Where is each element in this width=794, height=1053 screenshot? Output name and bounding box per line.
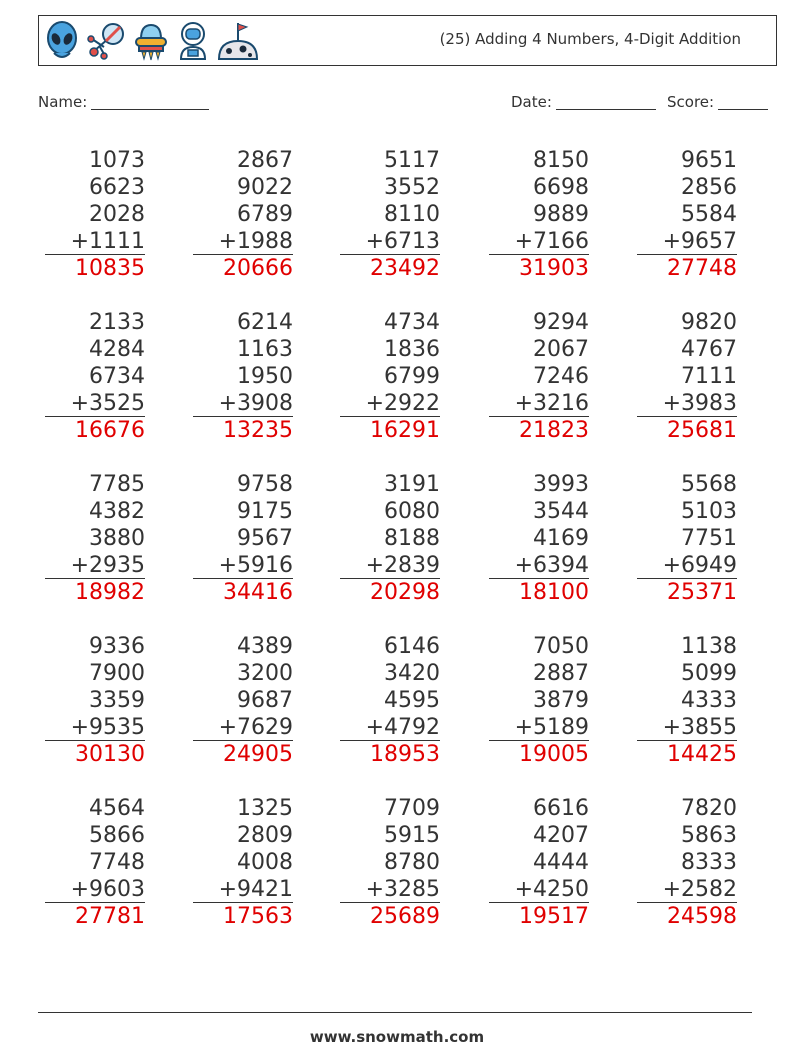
addend: 2067	[533, 337, 589, 362]
addend: 2133	[89, 310, 145, 335]
addend-with-plus: +7166	[489, 228, 589, 255]
addend-with-plus: +1988	[193, 228, 293, 255]
satellite-icon	[86, 21, 126, 61]
answer: 27748	[667, 256, 737, 281]
addend-with-plus: +7629	[193, 714, 293, 741]
addition-problem	[489, 633, 589, 768]
addend: 4389	[237, 634, 293, 659]
addition-problem	[45, 471, 145, 606]
addend-with-plus: +3216	[489, 390, 589, 417]
addend: 8110	[384, 202, 440, 227]
addend: 3993	[533, 472, 589, 497]
answer: 10835	[75, 256, 145, 281]
addend: 6080	[384, 499, 440, 524]
addend: 2028	[89, 202, 145, 227]
answer: 20298	[370, 580, 440, 605]
addend: 5863	[681, 823, 737, 848]
addend-with-plus: +6394	[489, 552, 589, 579]
addend: 5103	[681, 499, 737, 524]
addend: 6734	[89, 364, 145, 389]
addend: 3200	[237, 661, 293, 686]
addend-with-plus: +3285	[340, 876, 440, 903]
name-field	[38, 93, 209, 111]
addend: 1836	[384, 337, 440, 362]
addend: 9651	[681, 148, 737, 173]
addend: 4207	[533, 823, 589, 848]
addend: 2856	[681, 175, 737, 200]
answer: 24598	[667, 904, 737, 929]
addend: 7785	[89, 472, 145, 497]
addend-with-plus: +2922	[340, 390, 440, 417]
addend: 3879	[533, 688, 589, 713]
astronaut-icon	[176, 21, 210, 61]
answer: 24905	[223, 742, 293, 767]
addend: 7050	[533, 634, 589, 659]
addend-with-plus: +1111	[45, 228, 145, 255]
addition-problem	[637, 147, 737, 282]
addition-problem	[340, 471, 440, 606]
addend: 4444	[533, 850, 589, 875]
addend-with-plus: +6713	[340, 228, 440, 255]
addition-problem	[45, 633, 145, 768]
addend: 5117	[384, 148, 440, 173]
addition-problem	[489, 795, 589, 930]
addition-problem	[45, 795, 145, 930]
answer: 25681	[667, 418, 737, 443]
addend: 1163	[237, 337, 293, 362]
answer: 27781	[75, 904, 145, 929]
header-icons	[45, 21, 259, 61]
addend: 9336	[89, 634, 145, 659]
answer: 17563	[223, 904, 293, 929]
addend: 4564	[89, 796, 145, 821]
addition-problem	[45, 309, 145, 444]
answer: 18100	[519, 580, 589, 605]
addend: 7820	[681, 796, 737, 821]
answer: 18953	[370, 742, 440, 767]
date-blank	[556, 94, 656, 110]
addend: 6616	[533, 796, 589, 821]
addition-problem	[637, 633, 737, 768]
addend: 1073	[89, 148, 145, 173]
addend: 4734	[384, 310, 440, 335]
answer: 14425	[667, 742, 737, 767]
answer: 20666	[223, 256, 293, 281]
answer: 25689	[370, 904, 440, 929]
addition-problem	[637, 795, 737, 930]
addend: 6623	[89, 175, 145, 200]
addend: 9175	[237, 499, 293, 524]
answer: 16291	[370, 418, 440, 443]
answer: 34416	[223, 580, 293, 605]
addend: 6799	[384, 364, 440, 389]
addend: 4333	[681, 688, 737, 713]
answer: 23492	[370, 256, 440, 281]
addend-with-plus: +2839	[340, 552, 440, 579]
addend: 5915	[384, 823, 440, 848]
addend: 8188	[384, 526, 440, 551]
answer: 16676	[75, 418, 145, 443]
addend: 5584	[681, 202, 737, 227]
addend: 2809	[237, 823, 293, 848]
addend: 1138	[681, 634, 737, 659]
addition-problem	[340, 147, 440, 282]
addend: 7111	[681, 364, 737, 389]
addend: 2867	[237, 148, 293, 173]
addition-problem	[637, 471, 737, 606]
addition-problem	[193, 795, 293, 930]
addition-problem	[489, 309, 589, 444]
addend-with-plus: +9603	[45, 876, 145, 903]
addend: 5866	[89, 823, 145, 848]
addend: 3420	[384, 661, 440, 686]
addend: 8150	[533, 148, 589, 173]
addend: 4008	[237, 850, 293, 875]
name-label: Name:	[38, 93, 88, 111]
addend: 3880	[89, 526, 145, 551]
addend: 9567	[237, 526, 293, 551]
addend: 5568	[681, 472, 737, 497]
addition-problem	[193, 633, 293, 768]
addition-problem	[193, 471, 293, 606]
answer: 21823	[519, 418, 589, 443]
addend: 7748	[89, 850, 145, 875]
worksheet-title: (25) Adding 4 Numbers, 4-Digit Addition	[439, 30, 741, 48]
ufo-icon	[133, 21, 169, 61]
answer: 19005	[519, 742, 589, 767]
score-label: Score:	[667, 93, 715, 111]
addend: 1325	[237, 796, 293, 821]
addition-problem	[45, 147, 145, 282]
addend-with-plus: +9421	[193, 876, 293, 903]
alien-icon	[45, 21, 79, 61]
footer-site: www.snowmath.com	[309, 1028, 485, 1046]
score-blank	[718, 94, 768, 110]
addition-problem	[637, 309, 737, 444]
addend: 4767	[681, 337, 737, 362]
addend: 6214	[237, 310, 293, 335]
addend: 9022	[237, 175, 293, 200]
addend-with-plus: +3983	[637, 390, 737, 417]
addend: 9820	[681, 310, 737, 335]
score-field	[667, 93, 768, 111]
addend: 9889	[533, 202, 589, 227]
header-box	[38, 15, 777, 66]
addition-problem	[193, 147, 293, 282]
addend: 9687	[237, 688, 293, 713]
answer: 30130	[75, 742, 145, 767]
addition-problem	[340, 309, 440, 444]
addition-problem	[340, 633, 440, 768]
addend: 3544	[533, 499, 589, 524]
addend: 6698	[533, 175, 589, 200]
answer: 25371	[667, 580, 737, 605]
addend: 7709	[384, 796, 440, 821]
addend: 4169	[533, 526, 589, 551]
moon-flag-icon	[217, 21, 259, 61]
addend: 8333	[681, 850, 737, 875]
addend-with-plus: +9657	[637, 228, 737, 255]
name-blank	[91, 94, 209, 110]
addend: 7900	[89, 661, 145, 686]
addend-with-plus: +3525	[45, 390, 145, 417]
answer: 18982	[75, 580, 145, 605]
addend-with-plus: +4792	[340, 714, 440, 741]
addend-with-plus: +9535	[45, 714, 145, 741]
addend: 4284	[89, 337, 145, 362]
addend: 7751	[681, 526, 737, 551]
addend: 4595	[384, 688, 440, 713]
addend-with-plus: +3908	[193, 390, 293, 417]
addend: 6146	[384, 634, 440, 659]
addition-problem	[340, 795, 440, 930]
addend: 6789	[237, 202, 293, 227]
date-field	[511, 93, 656, 111]
addend: 2887	[533, 661, 589, 686]
addend: 3191	[384, 472, 440, 497]
addend-with-plus: +2582	[637, 876, 737, 903]
addend: 3552	[384, 175, 440, 200]
addend-with-plus: +6949	[637, 552, 737, 579]
addend: 5099	[681, 661, 737, 686]
addition-problem	[489, 147, 589, 282]
addend: 4382	[89, 499, 145, 524]
date-label: Date:	[511, 93, 552, 111]
addend-with-plus: +5916	[193, 552, 293, 579]
addend-with-plus: +3855	[637, 714, 737, 741]
addend: 3359	[89, 688, 145, 713]
addition-problem	[489, 471, 589, 606]
answer: 31903	[519, 256, 589, 281]
addend-with-plus: +4250	[489, 876, 589, 903]
addition-problem	[193, 309, 293, 444]
addend: 1950	[237, 364, 293, 389]
addend-with-plus: +5189	[489, 714, 589, 741]
addend: 7246	[533, 364, 589, 389]
answer: 13235	[223, 418, 293, 443]
addend-with-plus: +2935	[45, 552, 145, 579]
footer-divider	[38, 1012, 752, 1013]
addend: 8780	[384, 850, 440, 875]
addend: 9758	[237, 472, 293, 497]
answer: 19517	[519, 904, 589, 929]
addend: 9294	[533, 310, 589, 335]
